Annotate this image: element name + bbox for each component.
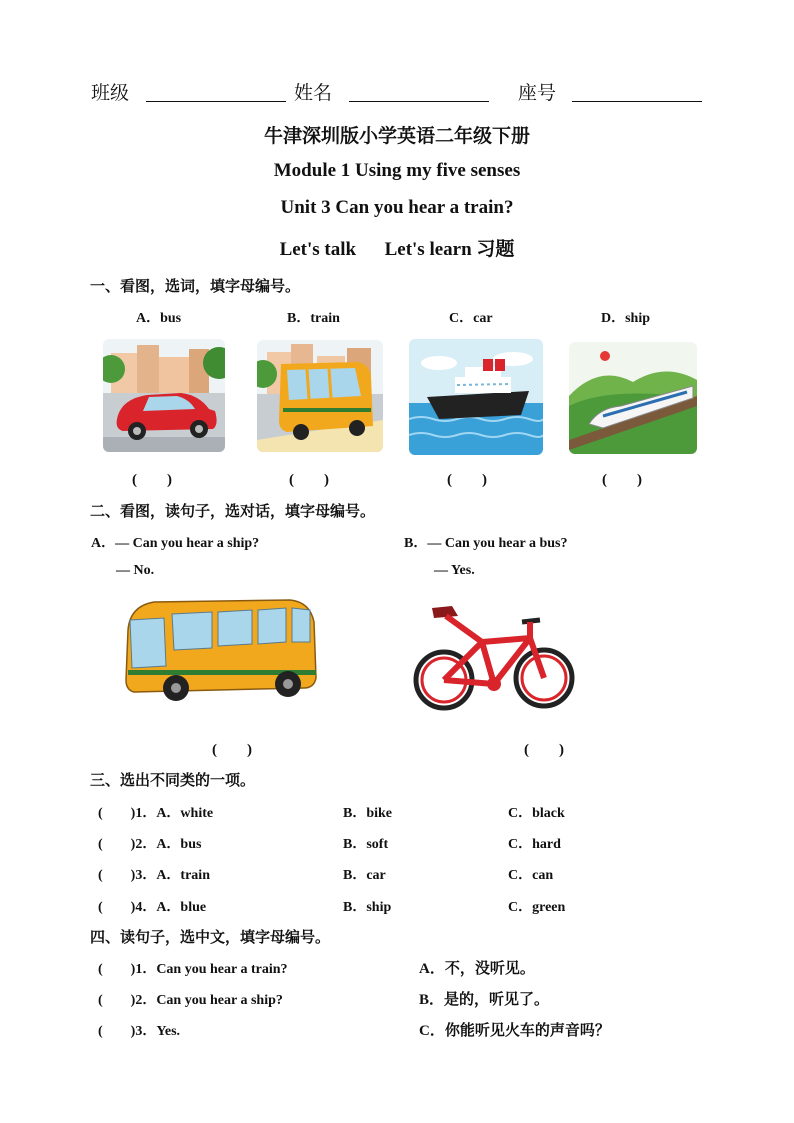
seat-field[interactable] bbox=[572, 101, 702, 102]
blank-dialog-a[interactable]: ( ) bbox=[212, 742, 252, 758]
s3-q1[interactable]: ( )1．A．white bbox=[98, 806, 214, 821]
s4-a3: C．你能听见火车的声音吗？ bbox=[419, 1023, 610, 1039]
s3-q1-b: B．bike bbox=[343, 806, 393, 821]
s4-q2[interactable]: ( )2．Can you hear a ship? bbox=[98, 993, 283, 1008]
dialog-b-answer: — Yes. bbox=[434, 563, 475, 578]
option-b-train: B．train bbox=[287, 311, 340, 326]
name-label: 姓名 bbox=[294, 83, 333, 104]
name-field[interactable] bbox=[349, 101, 489, 102]
dialog-a-answer: — No. bbox=[116, 563, 155, 578]
train-picture bbox=[569, 342, 697, 454]
bus-illustration bbox=[120, 596, 320, 706]
s3-q4-b: B．ship bbox=[343, 900, 392, 915]
s3-q1-c: C．black bbox=[508, 806, 565, 821]
s4-a2: B．是的，听见了。 bbox=[419, 992, 550, 1008]
s4-q1[interactable]: ( )1．Can you hear a train? bbox=[98, 962, 288, 977]
s4-a1: A．不，没听见。 bbox=[419, 961, 535, 977]
s3-q4[interactable]: ( )4．A．blue bbox=[98, 900, 207, 915]
option-d-ship: D．ship bbox=[601, 311, 651, 326]
option-a-bus: A．bus bbox=[136, 311, 182, 326]
class-label: 班级 bbox=[91, 83, 130, 104]
bicycle-illustration bbox=[412, 602, 578, 720]
s3-q4-c: C．green bbox=[508, 900, 566, 915]
s3-q2-c: C．hard bbox=[508, 837, 561, 852]
class-field[interactable] bbox=[146, 101, 286, 102]
title-line-3: Unit 3 Can you hear a train? bbox=[280, 197, 514, 218]
s3-q2[interactable]: ( )2．A．bus bbox=[98, 837, 202, 852]
seat-label: 座号 bbox=[518, 83, 557, 104]
bus-picture bbox=[257, 340, 383, 452]
section-2-heading: 二、看图，读句子，选对话，填字母编号。 bbox=[90, 504, 376, 520]
blank-dialog-b[interactable]: ( ) bbox=[524, 742, 564, 758]
section-3-heading: 三、选出不同类的一项。 bbox=[90, 773, 256, 789]
ship-picture bbox=[409, 339, 543, 455]
s4-q3[interactable]: ( )3．Yes. bbox=[98, 1024, 181, 1039]
dialog-a-question: A．— Can you hear a ship? bbox=[91, 536, 260, 551]
section-4-heading: 四、读句子，选中文，填字母编号。 bbox=[90, 930, 331, 946]
blank-4[interactable]: ( ) bbox=[602, 472, 642, 488]
car-picture bbox=[103, 339, 225, 452]
title-line-2: Module 1 Using my five senses bbox=[273, 160, 521, 181]
s3-q3-c: C．can bbox=[508, 868, 554, 883]
s3-q3-b: B．car bbox=[343, 868, 386, 883]
blank-2[interactable]: ( ) bbox=[289, 472, 329, 488]
s3-q2-b: B．soft bbox=[343, 837, 389, 852]
s3-q3[interactable]: ( )3．A．train bbox=[98, 868, 210, 883]
blank-1[interactable]: ( ) bbox=[132, 472, 172, 488]
blank-3[interactable]: ( ) bbox=[447, 472, 487, 488]
title-line-1: 牛津深圳版小学英语二年级下册 bbox=[263, 126, 530, 147]
dialog-b-question: B．— Can you hear a bus? bbox=[404, 536, 568, 551]
option-c-car: C．car bbox=[449, 311, 493, 326]
section-1-heading: 一、看图，选词，填字母编号。 bbox=[90, 279, 301, 295]
title-line-4: Let's talk Let's learn 习题 bbox=[279, 239, 515, 260]
